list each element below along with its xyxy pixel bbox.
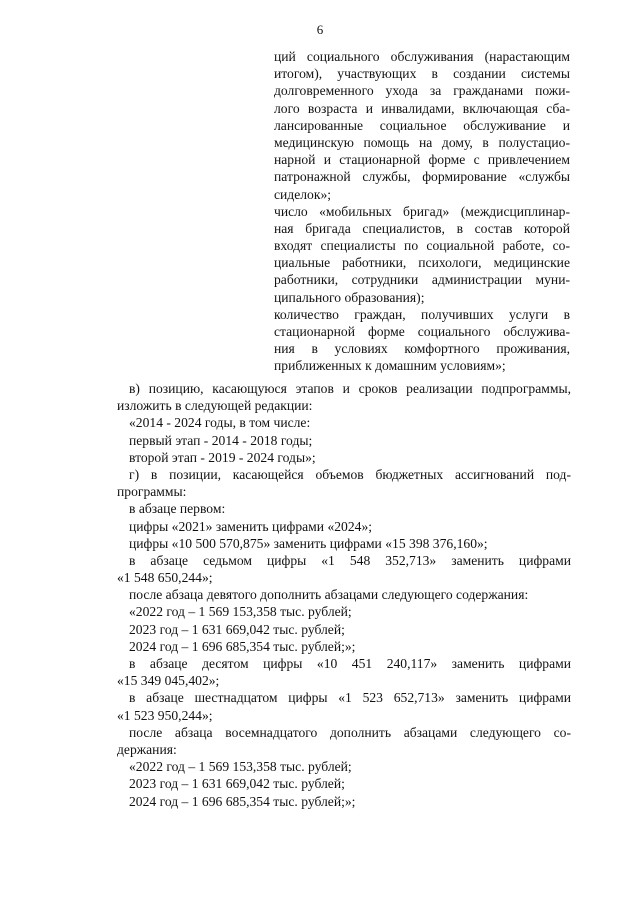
text-line: в абзаце седьмом цифры «1 548 352,713» заменить цифрами xyxy=(129,552,571,568)
text-line: второй этап - 2019 - 2024 годы»; xyxy=(129,449,316,465)
text-line: в абзаце первом: xyxy=(129,501,226,517)
text-line: 2024 год – 1 696 685,354 тыс. рублей;»; xyxy=(129,638,356,654)
text-line: итогом), участвующих в создании системы xyxy=(274,66,570,82)
text-line: сиделок»; xyxy=(274,186,332,202)
text-line: держания: xyxy=(117,741,177,757)
text-line: стационарной форме социального обслужива- xyxy=(274,324,570,339)
page-number: 6 xyxy=(316,22,324,37)
text-line: 2023 год – 1 631 669,042 тыс. рублей; xyxy=(129,776,345,792)
text-line: ная бригада специалистов, в состав которой xyxy=(274,220,570,236)
text-line: «1 523 950,244»; xyxy=(117,707,213,723)
text-line: лого возраста и инвалидами, включающая сба- xyxy=(274,100,570,116)
text-line: долговременного ухода за гражданами пожи- xyxy=(274,83,570,99)
text-line: медицинскую помощь на дому, в полустацио- xyxy=(274,134,570,150)
text-line: приближенных к домашним условиям»; xyxy=(274,358,506,374)
text-line: первый этап - 2014 - 2018 годы; xyxy=(129,432,313,448)
text-line: работники, сотрудники администрации муни- xyxy=(274,272,570,288)
text-line: цифры «10 500 570,875» заменить цифрами «15 398 376,160»; xyxy=(129,535,488,551)
text-line: «2014 - 2024 годы, в том числе: xyxy=(129,415,311,431)
text-line: после абзаца девятого дополнить абзацами следующего содержания: xyxy=(129,587,529,603)
text-line: 2024 год – 1 696 685,354 тыс. рублей;»; xyxy=(129,793,356,809)
text-line: ций социального обслуживания (нарастающим xyxy=(274,49,570,64)
text-line: нарной и стационарной форме с привлечением xyxy=(274,152,570,168)
text-line: патронажной службы, формирование «службы xyxy=(274,169,570,185)
text-line: в абзаце десятом цифры «10 451 240,117» заменить цифрами xyxy=(129,656,571,671)
text-line: после абзаца восемнадцатого дополнить абзацами следующего со- xyxy=(129,724,571,740)
indicators-column xyxy=(274,48,570,375)
text-line: циальные работники, психологи, медицинские xyxy=(274,255,570,271)
text-line: «1 548 650,244»; xyxy=(117,570,213,586)
text-line: «2022 год – 1 569 153,358 тыс. рублей; xyxy=(129,604,352,620)
text-line: 2023 год – 1 631 669,042 тыс. рублей; xyxy=(129,621,345,637)
text-line: число «мобильных бригад» (междисциплинар- xyxy=(274,203,570,219)
text-line: в абзаце шестнадцатом цифры «1 523 652,713» заменить цифрами xyxy=(129,690,571,706)
text-line: «2022 год – 1 569 153,358 тыс. рублей; xyxy=(129,759,352,775)
amendment-text xyxy=(117,380,571,810)
text-line: входят специалисты по социальной работе, со- xyxy=(274,238,570,254)
text-line: «15 349 045,402»; xyxy=(117,673,220,689)
text-line: ния в условиях комфортного проживания, xyxy=(274,341,570,357)
text-line: в) позицию, касающуюся этапов и сроков реализации подпрограммы, xyxy=(129,381,571,396)
text-line: изложить в следующей редакции: xyxy=(117,398,313,414)
text-line: ципального образования); xyxy=(274,289,425,305)
text-line: количество граждан, получивших услуги в xyxy=(274,306,570,322)
text-line: цифры «2021» заменить цифрами «2024»; xyxy=(129,518,373,534)
text-line: лансированные социальное обслуживание и xyxy=(274,117,570,133)
text-line: г) в позиции, касающейся объемов бюджетных ассигнований под- xyxy=(129,466,571,482)
text-line: программы: xyxy=(117,484,187,500)
